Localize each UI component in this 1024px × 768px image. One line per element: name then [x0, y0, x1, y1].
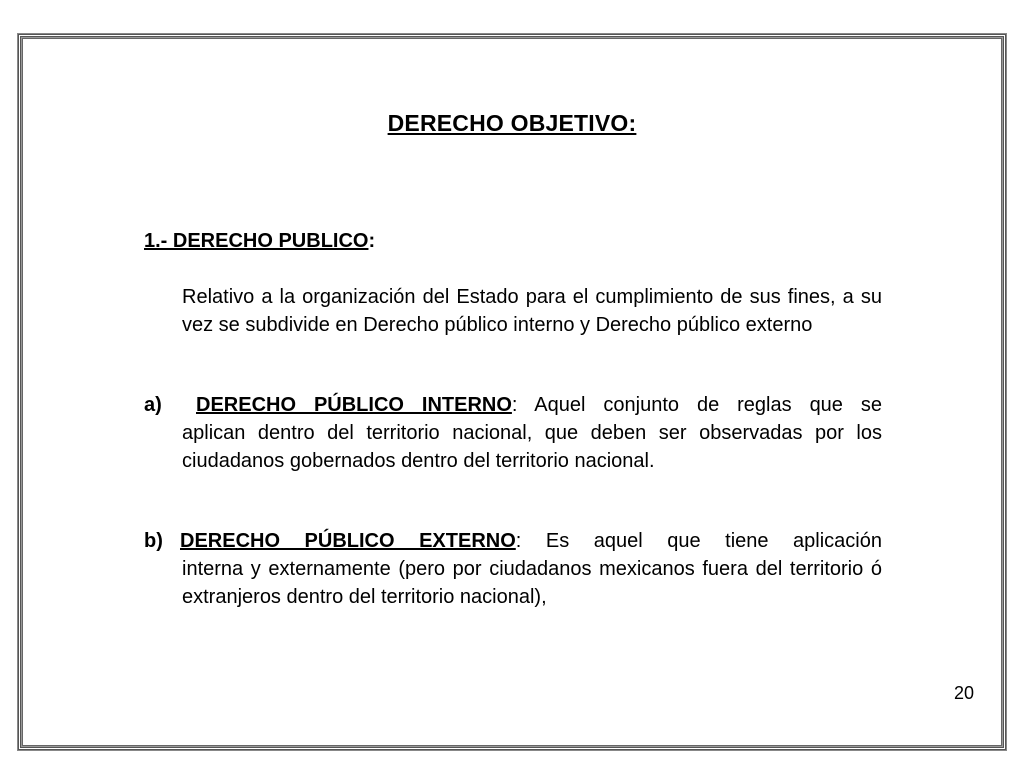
- page-title: DERECHO OBJETIVO:: [387, 110, 637, 136]
- page-number: 20: [953, 683, 974, 703]
- list-item-b-text: interna y externamente (pero por ciudadanos mexicanos fuera del territorio ó extranjeros dentro del territorio nacional),: [182, 558, 882, 608]
- section-heading-colon: :: [368, 230, 376, 252]
- list-item-a-text: aplican dentro del territorio nacional, que deben ser observadas por los ciudadanos gobernados dentro del territorio nacional.: [182, 422, 882, 472]
- list-item-a-first-line: [196, 391, 882, 419]
- section-heading: [144, 230, 375, 253]
- keyword-derecho-publico-externo: DERECHO PÚBLICO EXTERNO: [180, 530, 516, 552]
- list-item-b-first-line: [180, 527, 882, 555]
- list-item-b-lead: : Es aquel que tiene aplicación: [515, 530, 882, 552]
- section-paragraph: Relativo a la organización del Estado para el cumplimiento de sus fines, a su vez se subdivide en Derecho público interno y Derecho público externo: [182, 286, 882, 336]
- list-item-a-lead: : Aquel conjunto de reglas que se: [511, 394, 882, 416]
- list-item-b: [144, 527, 882, 611]
- list-marker-b: b): [144, 530, 163, 552]
- list-marker-a: a): [144, 394, 162, 416]
- section-heading-text: 1.- DERECHO PUBLICO: [144, 230, 369, 252]
- keyword-derecho-publico-interno: DERECHO PÚBLICO INTERNO: [196, 394, 512, 416]
- list-item-a: [144, 391, 882, 475]
